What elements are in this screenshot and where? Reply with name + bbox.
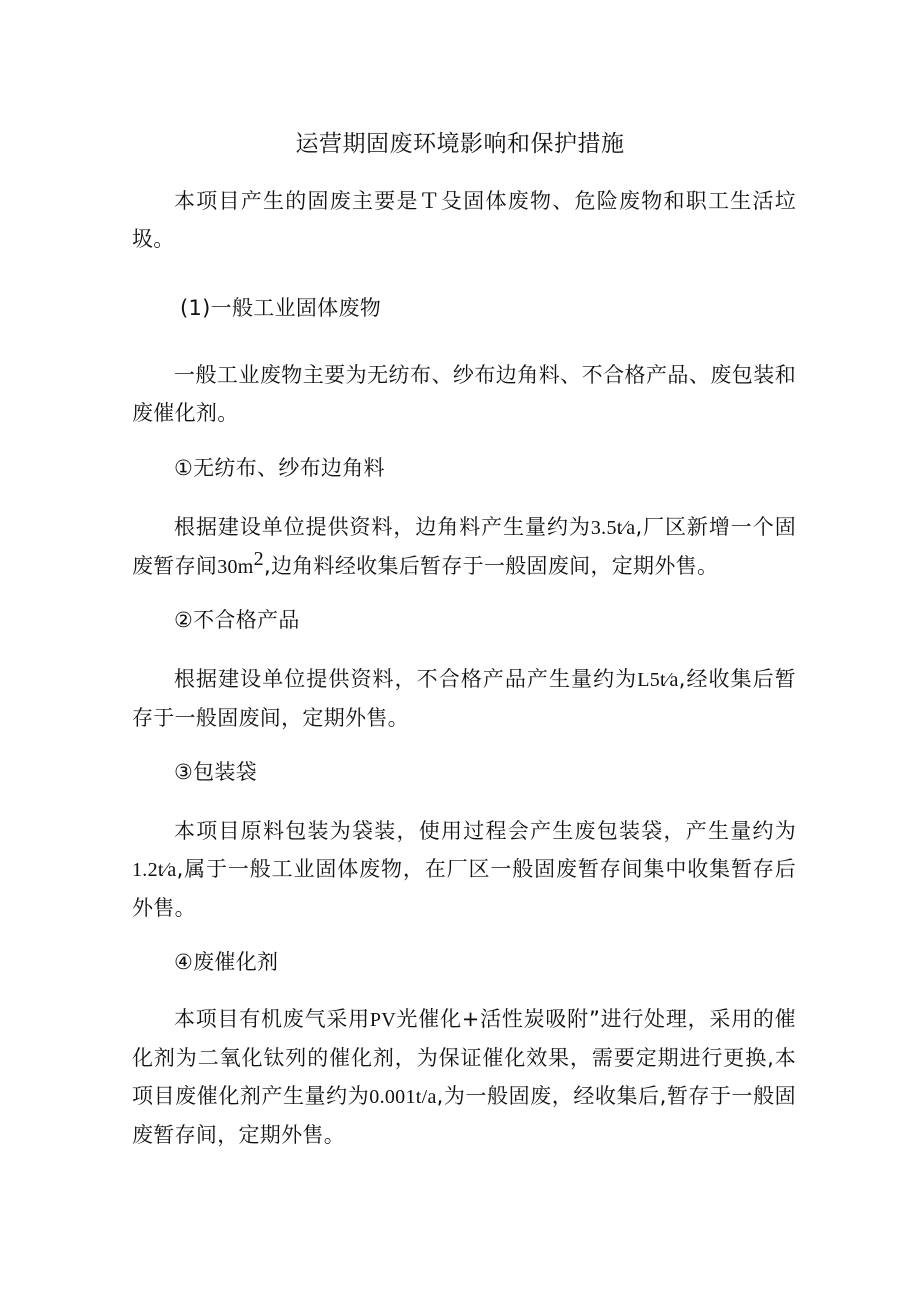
item4-text-a: 本项目有机废气采用 [174, 1007, 370, 1031]
item1-text-b: ,厂区新增一个固废暂存间 [132, 515, 796, 578]
item3-text-a: 本项目原料包装为袋装，使用过程会产生废包装袋，产生量约为 [174, 819, 796, 843]
item3-value-a: 1.2t∕a [132, 859, 177, 881]
item3-heading: ③包装袋 [174, 760, 258, 784]
item2-value-a: L5t∕a [637, 669, 679, 691]
item1-value-b-sup: 2 [253, 548, 264, 570]
item4-value-a: PV [369, 1009, 397, 1031]
section1-heading: (1)一般工业固体废物 [180, 296, 382, 320]
item1-text-a: 根据建设单位提供资料，边角料产生量约为 [174, 515, 591, 539]
item4-paragraph [132, 1000, 796, 1154]
document-title: 运营期固废环境影响和保护措施 [295, 131, 625, 157]
item3-text-b: ,属于一般工业固体废物，在厂区一般固废暂存间集中收集暂存后外售。 [132, 857, 796, 920]
section1-paragraph: 一般工业废物主要为无纺布、纱布边角料、不合格产品、废包装和废催化剂。 [132, 363, 796, 425]
item1-heading: ①无纺布、纱布边角料 [174, 456, 385, 480]
item4-text-b: 光催化+活性炭吸附”进行处理，采用的催化剂为二氧化钛列的催化剂，为保证催化效果，需要定期进行更换,本项目废催化剂产生量约为 [132, 1007, 796, 1108]
item4-text-c: ,为一般固废，经收集后,暂存于一般固废暂存间，定期外售。 [132, 1084, 796, 1147]
item4-heading: ④废催化剂 [174, 950, 279, 974]
item1-value-a: 3.5t∕a [590, 517, 636, 539]
item1-value-b: 30m [217, 556, 254, 578]
item1-paragraph [132, 508, 796, 586]
item1-text-c: ,边角料经收集后暂存于一般固废间，定期外售。 [263, 554, 719, 578]
item2-text-a: 根据建设单位提供资料，不合格产品产生量约为 [174, 667, 638, 691]
item2-heading: ②不合格产品 [174, 608, 300, 632]
intro-paragraph: 本项目产生的固废主要是Ｔ殳固体废物、危险废物和职工生活垃圾。 [132, 189, 796, 251]
item3-paragraph [132, 812, 796, 927]
item4-value-b: 0.001t/a [369, 1086, 437, 1108]
item2-paragraph [132, 660, 796, 737]
item2-text-b: ,经收集后暂存于一般固废间，定期外售。 [132, 667, 796, 730]
